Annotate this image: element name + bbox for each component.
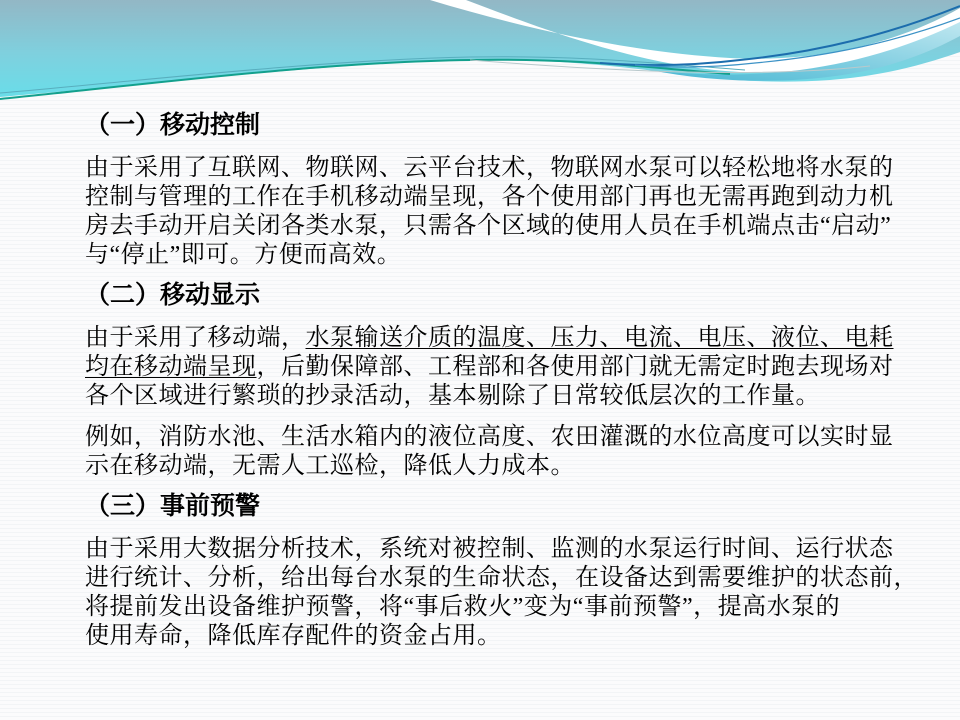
- text-line: 将提前发出设备维护预警，将“事后救火”变为“事前预警”，提高水泵的: [85, 594, 841, 620]
- text-line: 由于采用大数据分析技术，系统对被控制、监测的水泵运行时间、运行状态: [85, 536, 894, 562]
- text-line: 由于采用了互联网、物联网、云平台技术，物联网水泵可以轻松地将水泵的: [85, 155, 894, 181]
- paragraph: [85, 324, 905, 411]
- text-line: 进行统计、分析，给出每台水泵的生命状态，在设备达到需要维护的状态前，: [85, 565, 918, 591]
- section-advance-warning: [85, 493, 918, 651]
- section-mobile-display: [85, 282, 905, 481]
- text-line: 示在移动端，无需人工巡检，降低人力成本。: [85, 453, 575, 479]
- underlined-phrase: 水泵输送介质的温度、压力、电流、电压、液位、电耗: [305, 325, 894, 351]
- paragraph: [85, 154, 905, 270]
- text-line: [85, 324, 905, 353]
- slide-content: [85, 112, 918, 663]
- paragraph: [85, 535, 918, 651]
- text-line: [85, 353, 905, 382]
- text-line: 与“停止”即可。方便而高效。: [85, 242, 402, 268]
- section-mobile-control: [85, 112, 905, 270]
- text-segment: ，后勤保障部、工程部和各使用部门就无需定时跑去现场对: [256, 354, 894, 380]
- text-line: 房去手动开启关闭各类水泵，只需各个区域的使用人员在手机端点击“启动”: [85, 213, 892, 239]
- section-heading: （二）移动显示: [85, 282, 261, 309]
- text-line: 各个区域进行繁琐的抄录活动，基本剔除了日常较低层次的工作量。: [85, 383, 820, 409]
- underlined-phrase: 均在移动端呈现: [85, 354, 257, 380]
- section-heading: （三）事前预警: [85, 493, 261, 520]
- text-segment: 由于采用了移动端，: [85, 325, 306, 351]
- section-heading: （一）移动控制: [85, 112, 261, 139]
- paragraph: [85, 423, 905, 481]
- text-line: 使用寿命，降低库存配件的资金占用。: [85, 623, 502, 649]
- text-line: 例如，消防水池、生活水箱内的液位高度、农田灌溉的水位高度可以实时显: [85, 424, 894, 450]
- text-line: 控制与管理的工作在手机移动端呈现，各个使用部门再也无需再跑到动力机: [85, 184, 894, 210]
